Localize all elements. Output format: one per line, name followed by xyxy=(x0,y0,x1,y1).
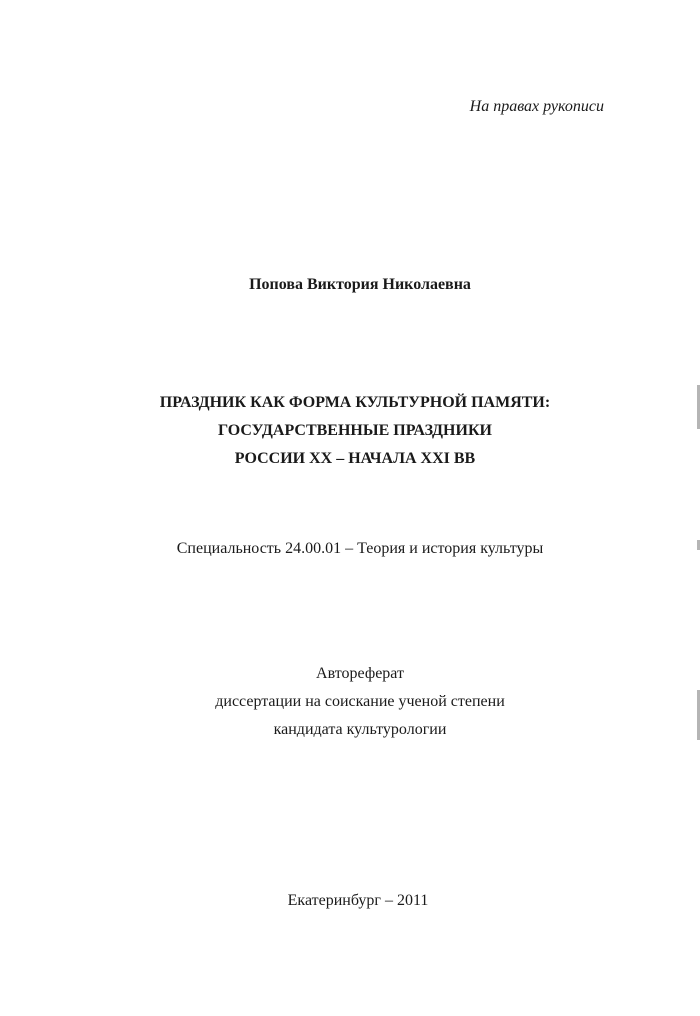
abstract-description xyxy=(10,660,700,744)
dissertation-title xyxy=(5,389,700,473)
rights-note: На правах рукописи xyxy=(469,98,604,115)
abstract-line: Автореферат xyxy=(316,665,404,682)
city-year: Екатеринбург – 2011 xyxy=(287,892,429,909)
title-line: ПРАЗДНИК КАК ФОРМА КУЛЬТУРНОЙ ПАМЯТИ: xyxy=(159,394,551,411)
abstract-line: кандидата культурологии xyxy=(273,721,447,738)
author-name: Попова Виктория Николаевна xyxy=(249,276,471,293)
title-line: РОССИИ XX – НАЧАЛА XXI ВВ xyxy=(234,450,476,467)
abstract-line: диссертации на соискание ученой степени xyxy=(215,693,505,710)
title-line: ГОСУДАРСТВЕННЫЕ ПРАЗДНИКИ xyxy=(217,422,492,439)
specialty-line: Специальность 24.00.01 – Теория и история культуры xyxy=(176,540,544,557)
